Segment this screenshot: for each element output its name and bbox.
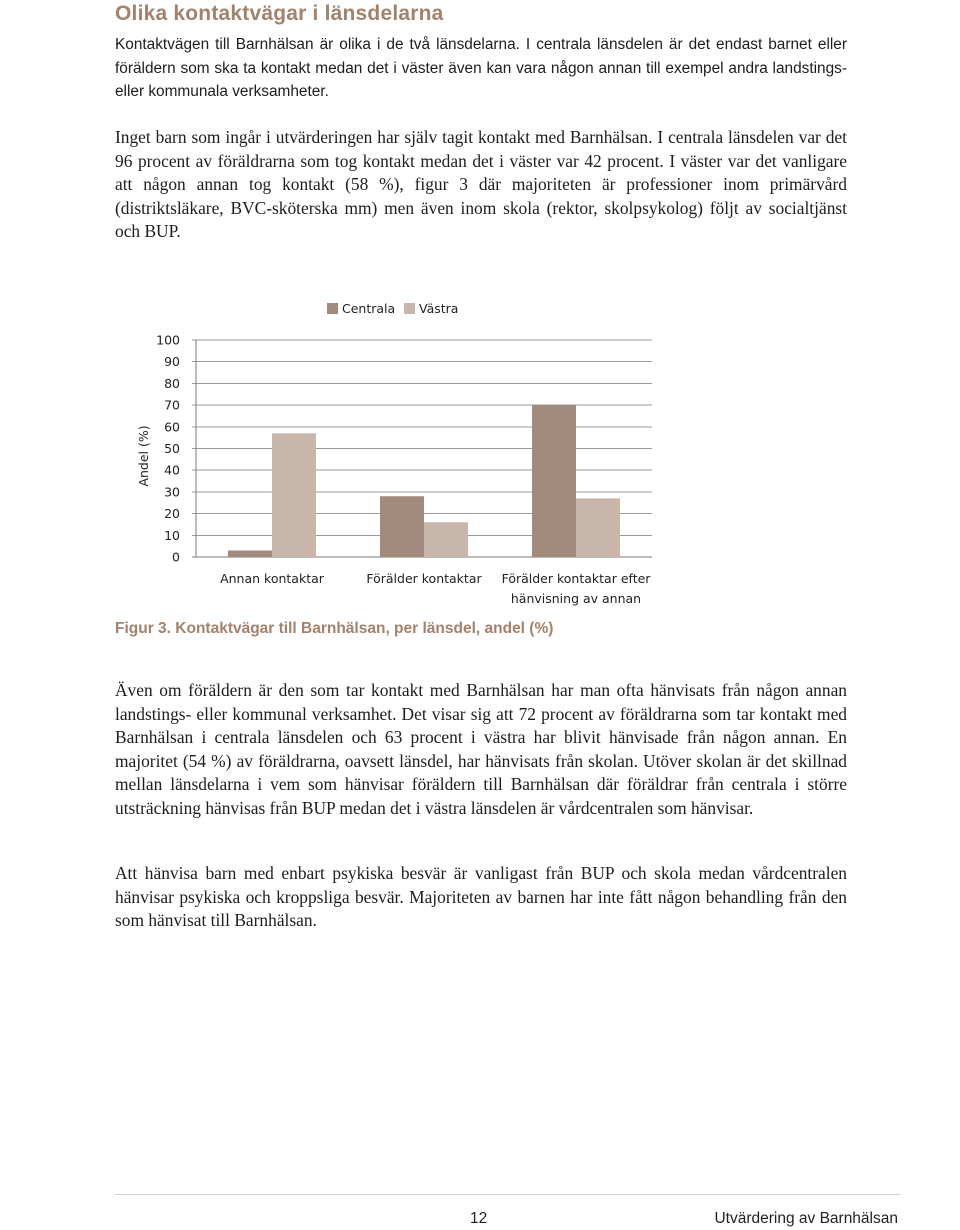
legend-item-vastra xyxy=(404,301,458,316)
y-tick-label: 0 xyxy=(172,549,180,565)
y-tick-label: 10 xyxy=(164,527,180,543)
y-tick-label: 60 xyxy=(164,419,180,435)
bar-centrala-3 xyxy=(532,405,576,557)
paragraph-referral-types: Att hänvisa barn med enbart psykiska besvär är vanligast från BUP och skola medan vårdcentralen hänvisar psykiska och kroppsliga besvär. Majoriteten av barnen har inte fått någon behandling från den som hänvisat till Barnhälsan. xyxy=(115,863,847,930)
chart-bars xyxy=(228,405,620,557)
section-heading: Olika kontaktvägar i länsdelarna xyxy=(115,2,444,25)
chart-x-labels xyxy=(220,571,651,606)
bar-centrala-2 xyxy=(380,496,424,557)
legend-swatch-vastra xyxy=(404,303,415,314)
chart-y-axis-label: Andel (%) xyxy=(136,425,151,487)
x-tick-label: Annan kontaktar xyxy=(220,571,324,586)
legend-item-centrala xyxy=(327,301,395,316)
x-tick-label: hänvisning av annan xyxy=(510,591,642,606)
x-tick-label: Förälder kontaktar xyxy=(366,571,482,586)
y-tick-label: 100 xyxy=(156,332,180,348)
y-tick-label: 40 xyxy=(164,462,180,478)
bar-vstra-3 xyxy=(576,498,620,557)
y-tick-label: 80 xyxy=(164,375,180,391)
bar-vstra-1 xyxy=(272,433,316,557)
figure-caption: Figur 3. Kontaktvägar till Barnhälsan, per länsdel, andel (%) xyxy=(115,620,554,637)
y-tick-label: 50 xyxy=(164,441,180,456)
footer-divider xyxy=(115,1194,900,1195)
bar-centrala-1 xyxy=(228,550,272,557)
paragraph-intro: Kontaktvägen till Barnhälsan är olika i de två länsdelarna. I centrala länsdelen är det endast barnet eller föräldern som ska ta kontakt medan det i väster även kan vara någon annan till exempel andra landstings- eller kommunala verksamheter. xyxy=(115,36,847,100)
legend-label-vastra: Västra xyxy=(419,301,459,316)
bar-chart xyxy=(0,320,960,615)
chart-legend xyxy=(0,298,960,322)
y-tick-label: 90 xyxy=(164,354,180,370)
page-number: 12 xyxy=(470,1210,488,1227)
legend-label-centrala: Centrala xyxy=(342,301,396,316)
x-tick-label: Förälder kontaktar efter xyxy=(501,571,651,586)
paragraph-contact-stats: Inget barn som ingår i utvärderingen har själv tagit kontakt med Barnhälsan. I centrala länsdelen var det 96 procent av föräldrarna som tog kontakt medan det i väster var 42 procent. I väster var det vanligare att någon annan tog kontakt (58 %), figur 3 där majoriteten är professioner inom primärvård (distriktsläkare, BVC-sköterska mm) men även inom skola (rektor, skolpsykolog) följt av socialtjänst och BUP. xyxy=(115,127,847,241)
paragraph-referrals: Även om föräldern är den som tar kontakt med Barnhälsan har man ofta hänvisats från någon annan landstings- eller kommunal verksamhet. Det visar sig att 72 procent av föräldrarna som tar kontakt med Barnhälsan i centrala länsdelen och 63 procent i västra har blivit hänvisade från någon annan. En majoritet (54 %) av föräldrarna, oavsett länsdel, har hänvisats från skolan. Utöver skolan är det skillnad mellan länsdelarna i vem som hänvisar föräldern till Barnhälsan där föräldrar från centrala i större utsträckning hänvisas från BUP medan det i västra länsdelen är vårdcentralen som hänvisar. xyxy=(115,680,847,818)
y-tick-label: 20 xyxy=(164,506,180,522)
y-tick-label: 70 xyxy=(164,397,180,413)
bar-vstra-2 xyxy=(424,522,468,557)
legend-swatch-centrala xyxy=(327,303,338,314)
chart-y-ticks xyxy=(156,333,180,565)
y-tick-label: 30 xyxy=(164,484,180,500)
footer-title: Utvärdering av Barnhälsan xyxy=(714,1210,898,1227)
